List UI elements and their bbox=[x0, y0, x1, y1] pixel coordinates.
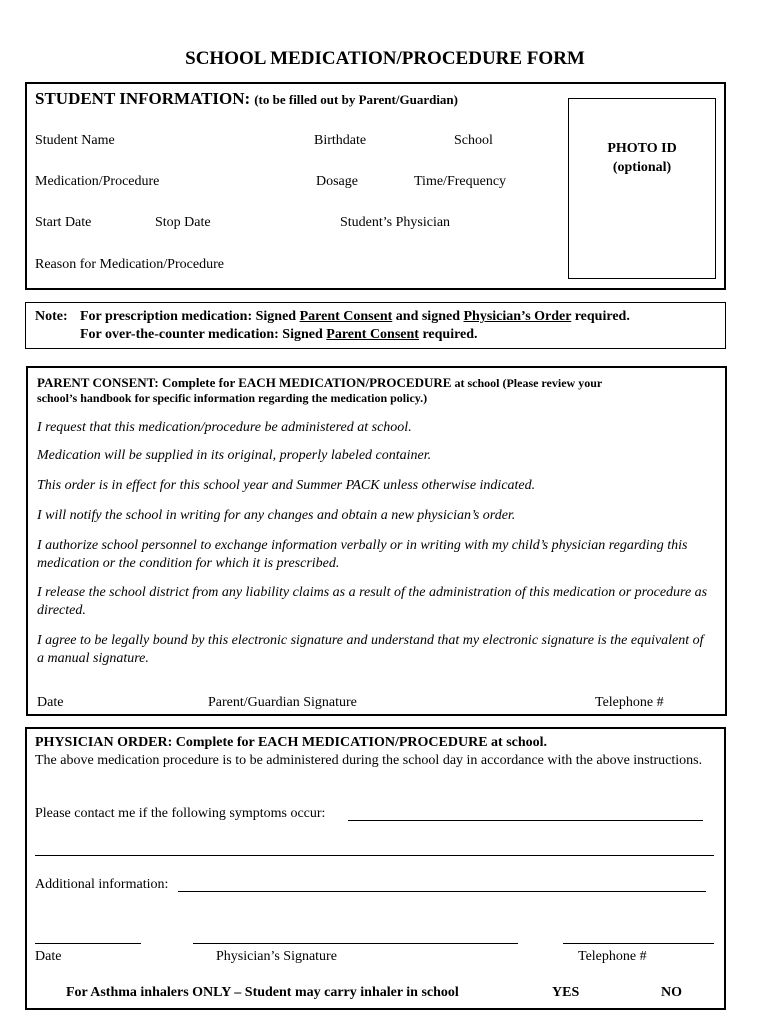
consent-statement: I agree to be legally bound by this electronic signature and understand that my electronic signature is the equivalent of a manual signature. bbox=[37, 633, 704, 666]
photo-id-label: PHOTO ID bbox=[607, 141, 677, 156]
parent-consent-heading-line2: school’s handbook for specific information regarding the medication policy.) bbox=[37, 391, 428, 405]
physician-signature-label: Physician’s Signature bbox=[216, 949, 337, 964]
note-text: For over-the-counter medication: Signed bbox=[80, 327, 327, 342]
note-otc-line bbox=[80, 327, 478, 343]
parent-date-field[interactable]: Date bbox=[37, 695, 64, 710]
consent-statement: This order is in effect for this school year and Summer PACK unless otherwise indicated. bbox=[37, 478, 536, 493]
note-text: and signed bbox=[392, 309, 464, 324]
parent-consent-note: (Please review your bbox=[502, 376, 603, 390]
student-info-title: STUDENT INFORMATION: bbox=[35, 89, 251, 108]
note-text: required. bbox=[418, 327, 478, 342]
physician-date-label: Date bbox=[35, 949, 62, 964]
symptoms-line[interactable] bbox=[348, 820, 703, 821]
asthma-inhaler-question: For Asthma inhalers ONLY – Student may carry inhaler in school bbox=[66, 985, 459, 1000]
symptoms-label: Please contact me if the following symptoms occur: bbox=[35, 806, 326, 821]
symptoms-line-2[interactable] bbox=[35, 855, 714, 856]
form-title: SCHOOL MEDICATION/PROCEDURE FORM bbox=[185, 48, 585, 69]
asthma-no-option[interactable]: NO bbox=[661, 985, 682, 1000]
physician-signature-line[interactable] bbox=[193, 943, 518, 944]
note-prescription-line bbox=[80, 309, 630, 325]
parent-telephone-field[interactable]: Telephone # bbox=[595, 695, 664, 710]
photo-id-optional: (optional) bbox=[612, 160, 672, 175]
note-label: Note: bbox=[35, 309, 68, 324]
physician-order-text: The above medication procedure is to be administered during the school day in accordance with the above instructions. bbox=[35, 753, 703, 768]
note-parent-consent: Parent Consent bbox=[299, 309, 393, 324]
additional-info-line[interactable] bbox=[178, 891, 706, 892]
student-name-field[interactable]: Student Name bbox=[35, 133, 115, 148]
consent-statement: I release the school district from any liability claims as a result of the administration of this medication or procedure as directed. bbox=[37, 585, 708, 618]
physician-telephone-label: Telephone # bbox=[578, 949, 647, 964]
parent-consent-heading bbox=[37, 374, 602, 392]
medication-field[interactable]: Medication/Procedure bbox=[35, 174, 160, 189]
photo-id-box[interactable] bbox=[568, 98, 716, 279]
time-frequency-field[interactable]: Time/Frequency bbox=[414, 174, 507, 189]
student-info-subtitle: (to be filled out by Parent/Guardian) bbox=[254, 92, 458, 107]
asthma-yes-option[interactable]: YES bbox=[552, 985, 580, 1000]
physician-field[interactable]: Student’s Physician bbox=[340, 215, 451, 230]
consent-statement: I request that this medication/procedure be administered at school. bbox=[37, 420, 412, 435]
stop-date-field[interactable]: Stop Date bbox=[155, 215, 211, 230]
student-info-heading bbox=[35, 89, 458, 109]
dosage-field[interactable]: Dosage bbox=[316, 174, 358, 189]
consent-statement: Medication will be supplied in its original, properly labeled container. bbox=[37, 448, 432, 463]
consent-statement: I authorize school personnel to exchange information verbally or in writing with my child’s physician regarding this medication or the condition for which it is prescribed. bbox=[37, 538, 688, 571]
physician-telephone-line[interactable] bbox=[563, 943, 714, 944]
parent-signature-field[interactable]: Parent/Guardian Signature bbox=[208, 695, 357, 710]
physician-order-heading: PHYSICIAN ORDER: Complete for EACH MEDICATION/PROCEDURE at school. bbox=[35, 735, 548, 750]
note-physician-order: Physician’s Order bbox=[463, 309, 572, 324]
note-parent-consent: Parent Consent bbox=[326, 327, 419, 342]
reason-field[interactable]: Reason for Medication/Procedure bbox=[35, 257, 224, 272]
parent-consent-subtitle: at school bbox=[451, 376, 503, 390]
school-field[interactable]: School bbox=[454, 133, 493, 148]
parent-consent-title: PARENT CONSENT: Complete for EACH MEDICATION/PROCEDURE bbox=[37, 375, 452, 390]
start-date-field[interactable]: Start Date bbox=[35, 215, 92, 230]
note-text: For prescription medication: Signed bbox=[80, 309, 300, 324]
note-text: required. bbox=[571, 309, 630, 324]
consent-statement: I will notify the school in writing for any changes and obtain a new physician’s order. bbox=[37, 508, 516, 523]
additional-info-label: Additional information: bbox=[35, 877, 169, 892]
birthdate-field[interactable]: Birthdate bbox=[314, 133, 367, 148]
physician-date-line[interactable] bbox=[35, 943, 141, 944]
